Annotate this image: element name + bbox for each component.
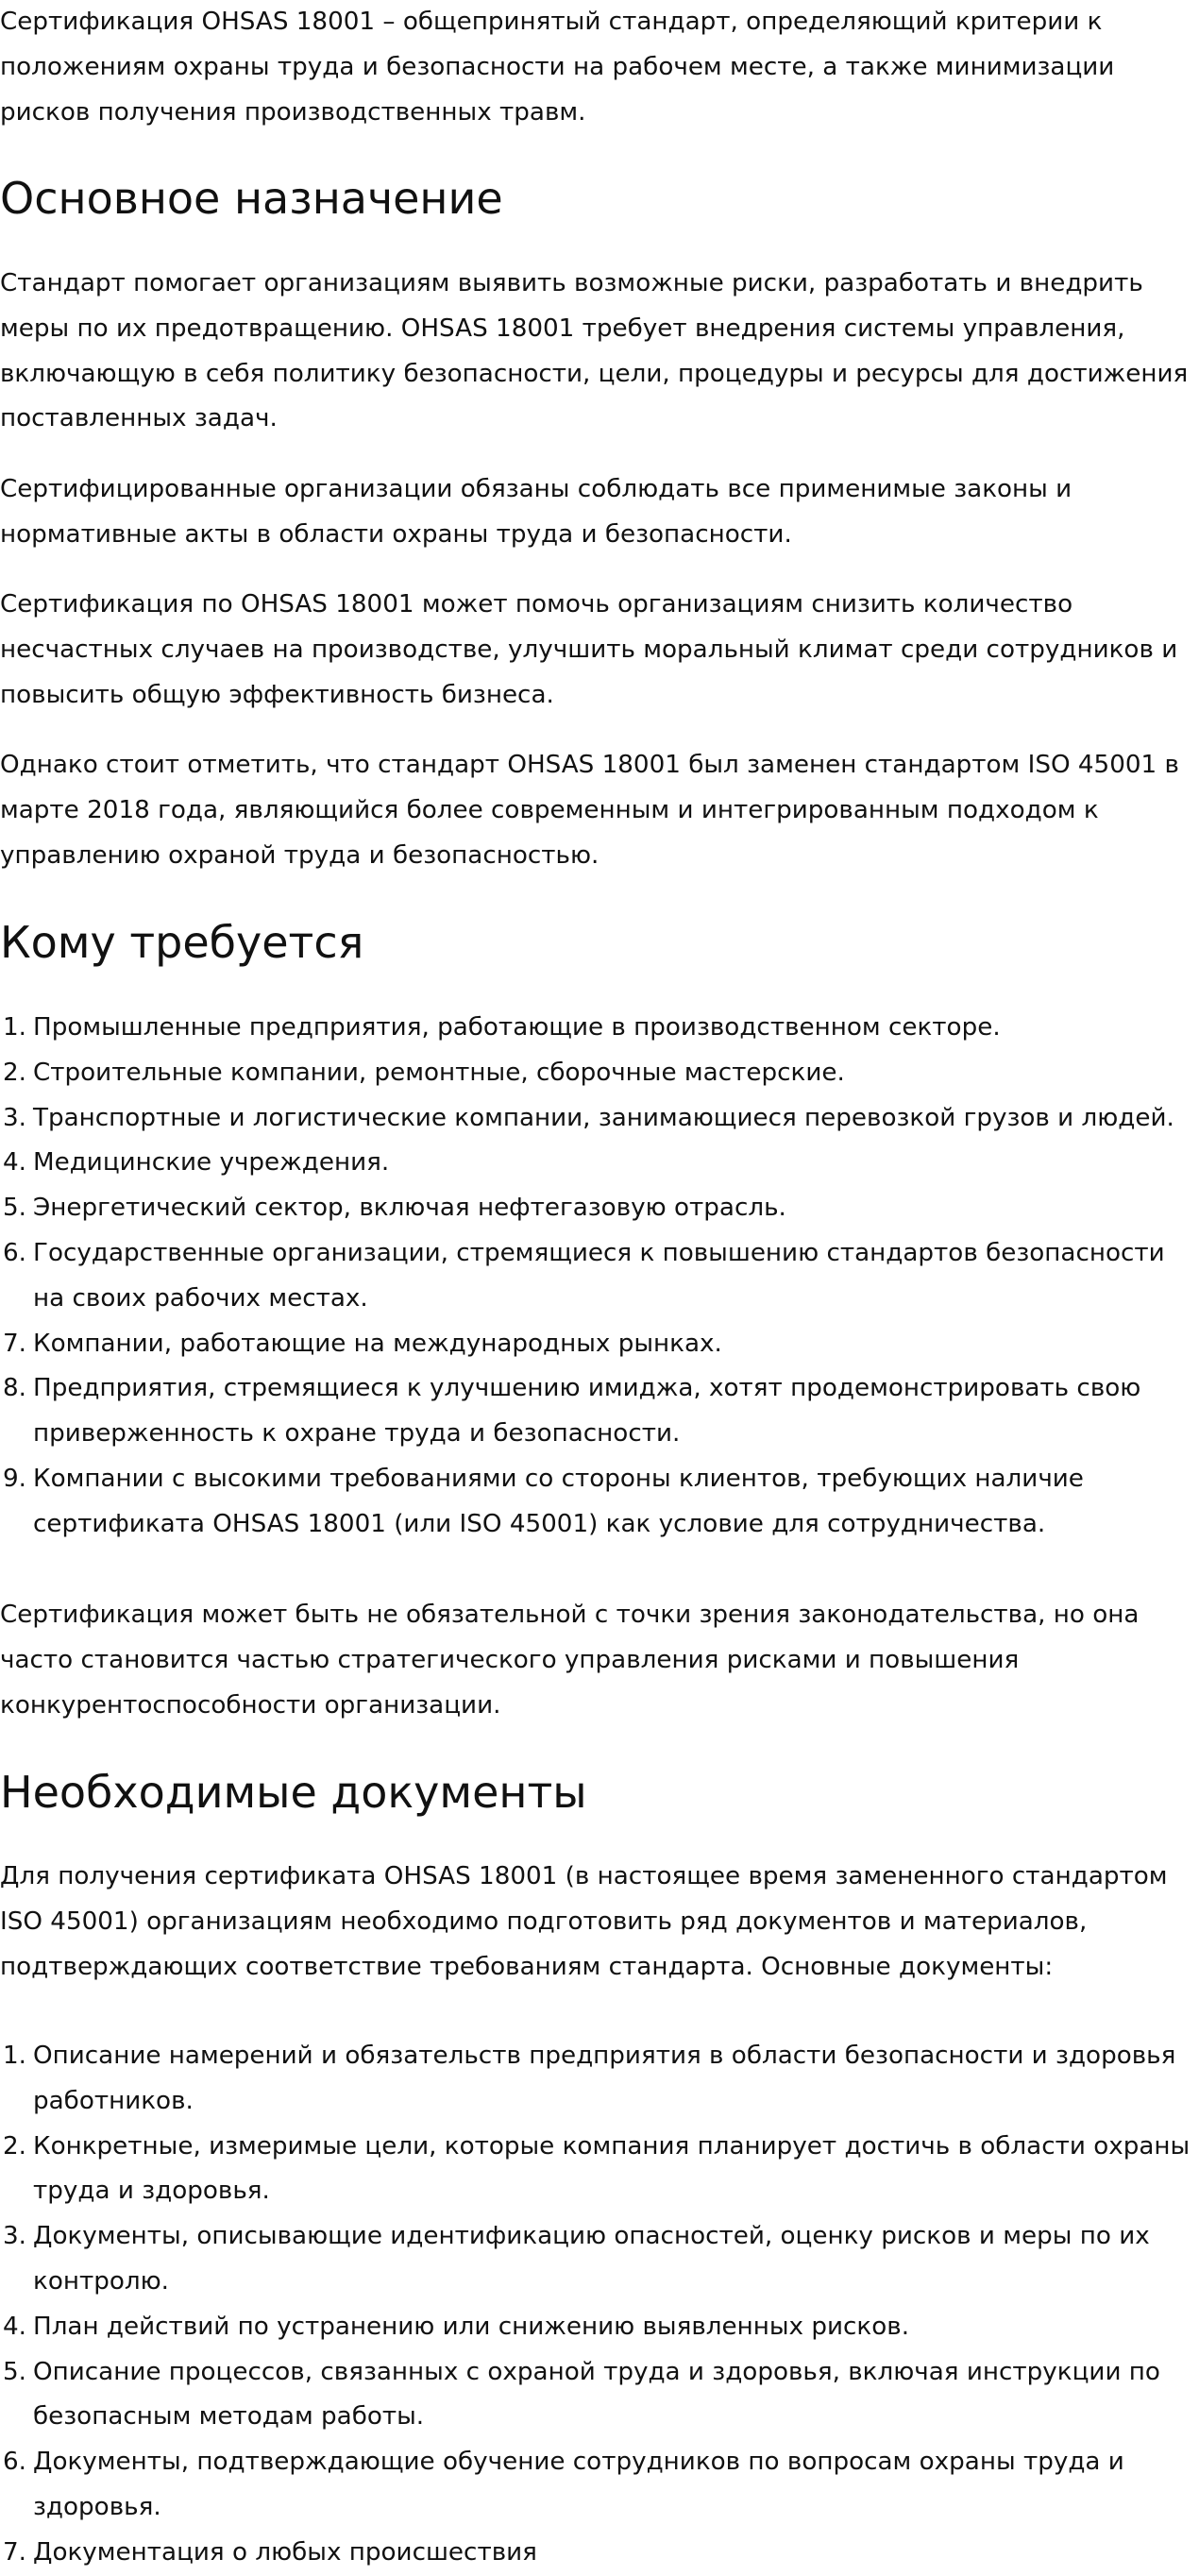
list-number: 1. (3, 2042, 26, 2070)
list-item: 4. Медицинские учреждения. (0, 1141, 1191, 1186)
list-number: 7. (3, 1329, 26, 1358)
list-number: 7. (3, 2537, 26, 2567)
list-item: 9. Компании с высокими требованиями со стороны клиентов, требующих наличие сертификата OHSAS 18001 (или ISO 45001) как условие для сотрудничества. (0, 1457, 1191, 1548)
list-item: 7. Компании, работающие на международных рынках. (0, 1322, 1191, 1367)
list-item: 1. Описание намерений и обязательств предприятия в области безопасности и здоровья работников. (0, 2034, 1191, 2125)
list-number: 3. (3, 2222, 26, 2251)
docs-intro-paragraph: Для получения сертификата OHSAS 18001 (в настоящее время замененного стандартом ISO 45001) организациям необходимо подготовить ряд документов и материалов, подтверждающих соответствие требованиям стандарта. Основные документы: (0, 1862, 1168, 1981)
list-number: 3. (3, 1103, 26, 1132)
list-item: 7. Документация о любых происшествия (0, 2531, 1191, 2576)
list-number: 1. (3, 1013, 26, 1042)
list-number: 6. (3, 1238, 26, 1267)
purpose-paragraph-2: Сертифицированные организации обязаны соблюдать все применимые законы и нормативные акты в области охраны труда и безопасности. (0, 475, 1072, 549)
list-number: 5. (3, 2357, 26, 2386)
list-item: 3. Документы, описывающие идентификацию опасностей, оценку рисков и меры по их контролю. (0, 2214, 1191, 2305)
list-item: 5. Энергетический сектор, включая нефтегазовую отрасль. (0, 1186, 1191, 1231)
who-after-paragraph: Сертификация может быть не обязательной с точки зрения законодательства, но она часто становится частью стратегического управления рисками и повышения конкурентоспособности организации. (0, 1601, 1140, 1720)
list-item: 2. Конкретные, измеримые цели, которые компания планирует достичь в области охраны труда и здоровья. (0, 2125, 1191, 2215)
purpose-paragraph-1: Стандарт помогает организациям выявить возможные риски, разработать и внедрить меры по их предотвращению. OHSAS 18001 требует внедрения системы управления, включающую в себя политику безопасности, цели, процедуры и ресурсы для достижения поставленных задач. (0, 269, 1189, 433)
purpose-paragraph-4: Однако стоит отметить, что стандарт OHSAS 18001 был заменен стандартом ISO 45001 в марте 2018 года, являющийся более современным и интегрированным подходом к управлению охраной труда и безопасностью. (0, 751, 1179, 870)
intro-paragraph: Сертификация OHSAS 18001 – общепринятый стандарт, определяющий критерии к положениям охраны труда и безопасности на рабочем месте, а также минимизации рисков получения производственных травм. (0, 8, 1115, 127)
who-list (0, 1006, 1191, 1548)
list-number: 5. (3, 1194, 26, 1223)
list-number: 6. (3, 2448, 26, 2477)
list-item: 1. Промышленные предприятия, работающие в производственном секторе. (0, 1006, 1191, 1051)
list-number: 9. (3, 1464, 26, 1493)
list-item: 6. Государственные организации, стремящиеся к повышению стандартов безопасности на своих рабочих местах. (0, 1231, 1191, 1322)
section-heading-who: Кому требуется (0, 917, 364, 968)
list-number: 4. (3, 2312, 26, 2341)
purpose-paragraph-3: Сертификация по OHSAS 18001 может помочь организациям снизить количество несчастных случаев на производстве, улучшить моральный климат среди сотрудников и повысить общую эффективность бизнеса. (0, 590, 1178, 709)
docs-list (0, 2034, 1191, 2576)
list-number: 4. (3, 1148, 26, 1178)
section-heading-docs: Необходимые документы (0, 1767, 587, 1818)
list-item: 6. Документы, подтверждающие обучение сотрудников по вопросам охраны труда и здоровья. (0, 2440, 1191, 2531)
list-number: 2. (3, 1058, 26, 1087)
list-item: 3. Транспортные и логистические компании, занимающиеся перевозкой грузов и людей. (0, 1096, 1191, 1142)
list-item: 2. Строительные компании, ремонтные, сборочные мастерские. (0, 1051, 1191, 1096)
list-number: 2. (3, 2131, 26, 2161)
list-item: 4. План действий по устранению или снижению выявленных рисков. (0, 2305, 1191, 2350)
list-number: 8. (3, 1374, 26, 1403)
list-item: 8. Предприятия, стремящиеся к улучшению имиджа, хотят продемонстрировать свою приверженность к охране труда и безопасности. (0, 1366, 1191, 1457)
list-item: 5. Описание процессов, связанных с охраной труда и здоровья, включая инструкции по безопасным методам работы. (0, 2350, 1191, 2441)
section-heading-purpose: Основное назначение (0, 173, 503, 224)
